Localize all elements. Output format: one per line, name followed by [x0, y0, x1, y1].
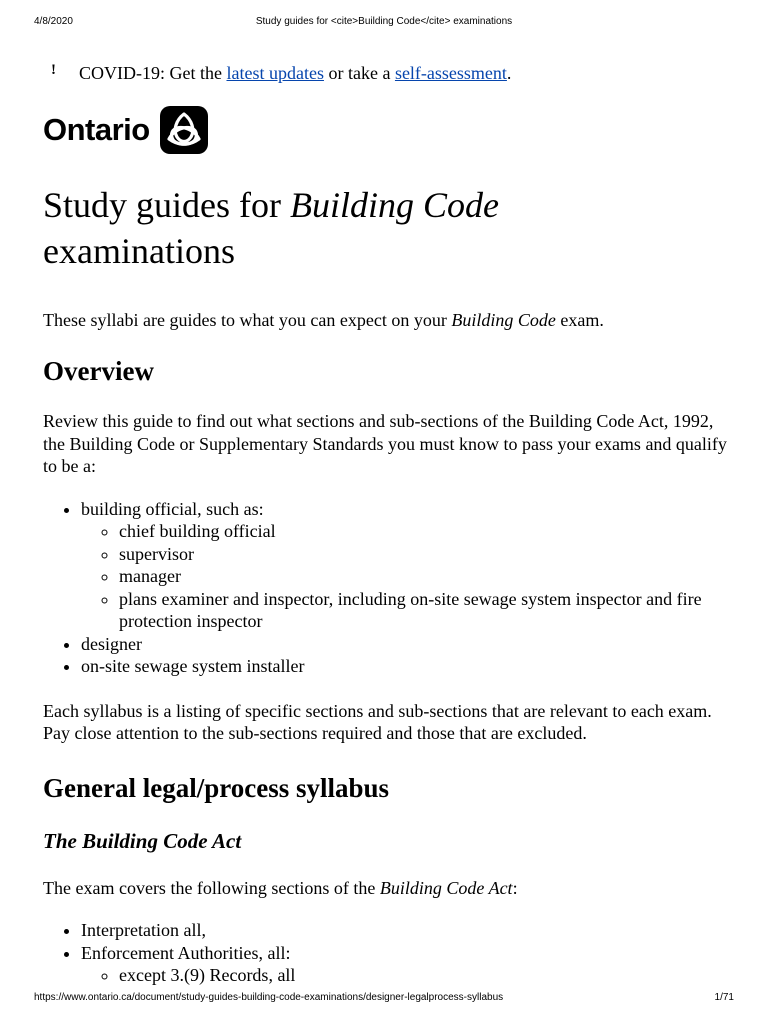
latest-updates-link[interactable]: latest updates: [226, 63, 324, 83]
list-item: ◦ chief building official: [119, 520, 733, 543]
list-item-label: building official, such as:: [81, 498, 264, 519]
covid-alert-banner: [51, 58, 733, 88]
list-item: ◦ except 3.(9) Records, all: [119, 964, 733, 987]
list-item: • on-site sewage system installer: [81, 655, 733, 678]
enforcement-sublist: [81, 964, 733, 987]
act-intro-suffix: :: [512, 877, 518, 898]
print-url: https://www.ontario.ca/document/study-guides-building-code-examinations/designer-legalprocess-syllabus: [34, 992, 504, 1003]
ontario-wordmark: Ontario: [43, 112, 150, 147]
alert-suffix: .: [506, 63, 512, 83]
page-title-italic: Building Code: [290, 185, 499, 225]
act-sections-list: [43, 919, 733, 987]
document-content: [43, 58, 733, 987]
page-title: [43, 182, 733, 274]
lede-prefix: These syllabi are guides to what you can expect on your: [43, 310, 452, 330]
alert-prefix: COVID-19: Get the: [79, 63, 227, 83]
print-header: [34, 16, 734, 30]
ontario-logo[interactable]: [43, 104, 733, 156]
page-title-suffix: examinations: [43, 231, 235, 271]
print-date: 4/8/2020: [34, 16, 73, 27]
overview-intro: Review this guide to find out what sections and sub-sections of the Building Code Act, 1992, the Building Code or Supplementary Standards you must know to pass your exams and qualify to be a:: [43, 411, 727, 476]
alert-icon: !: [51, 62, 56, 78]
alert-middle: or take a: [323, 63, 395, 83]
self-assessment-link[interactable]: self-assessment: [394, 63, 507, 83]
legal-syllabus-heading: General legal/process syllabus: [43, 772, 390, 803]
syllabus-note-line2: Pay close attention to the sub-sections required and those that are excluded.: [43, 723, 587, 743]
act-intro: [43, 877, 733, 900]
intro-paragraph: [43, 308, 733, 332]
trillium-logo-icon: [160, 106, 208, 154]
act-intro-italic: Building Code Act: [379, 877, 513, 898]
qualification-list: [43, 498, 733, 678]
building-code-act-heading: The Building Code Act: [43, 828, 242, 853]
list-item: ◦ manager: [119, 565, 733, 588]
syllabus-note: [43, 700, 733, 745]
list-item: [81, 498, 733, 633]
overview-heading: Overview: [43, 356, 154, 386]
list-item: • designer: [81, 633, 733, 656]
list-item-label: Enforcement Authorities, all:: [81, 942, 291, 963]
print-page-title: Study guides for <cite>Building Code</cite> examinations: [255, 16, 513, 27]
page-counter: 1/71: [714, 992, 734, 1003]
lede-italic: Building Code: [451, 310, 556, 330]
page-title-prefix: Study guides for: [43, 185, 290, 225]
list-item: [81, 942, 733, 987]
building-official-sublist: [81, 520, 733, 633]
syllabus-note-line1: Each syllabus is a listing of specific sections and sub-sections that are relevant to each exam.: [43, 700, 712, 721]
print-footer: [34, 992, 734, 1006]
list-item: • Interpretation all,: [81, 919, 733, 942]
lede-suffix: exam.: [555, 310, 604, 330]
list-item: ◦ plans examiner and inspector, including on-site sewage system inspector and fire protection inspector: [119, 588, 733, 633]
act-intro-prefix: The exam covers the following sections of the: [43, 877, 380, 898]
list-item: ◦ supervisor: [119, 543, 733, 566]
